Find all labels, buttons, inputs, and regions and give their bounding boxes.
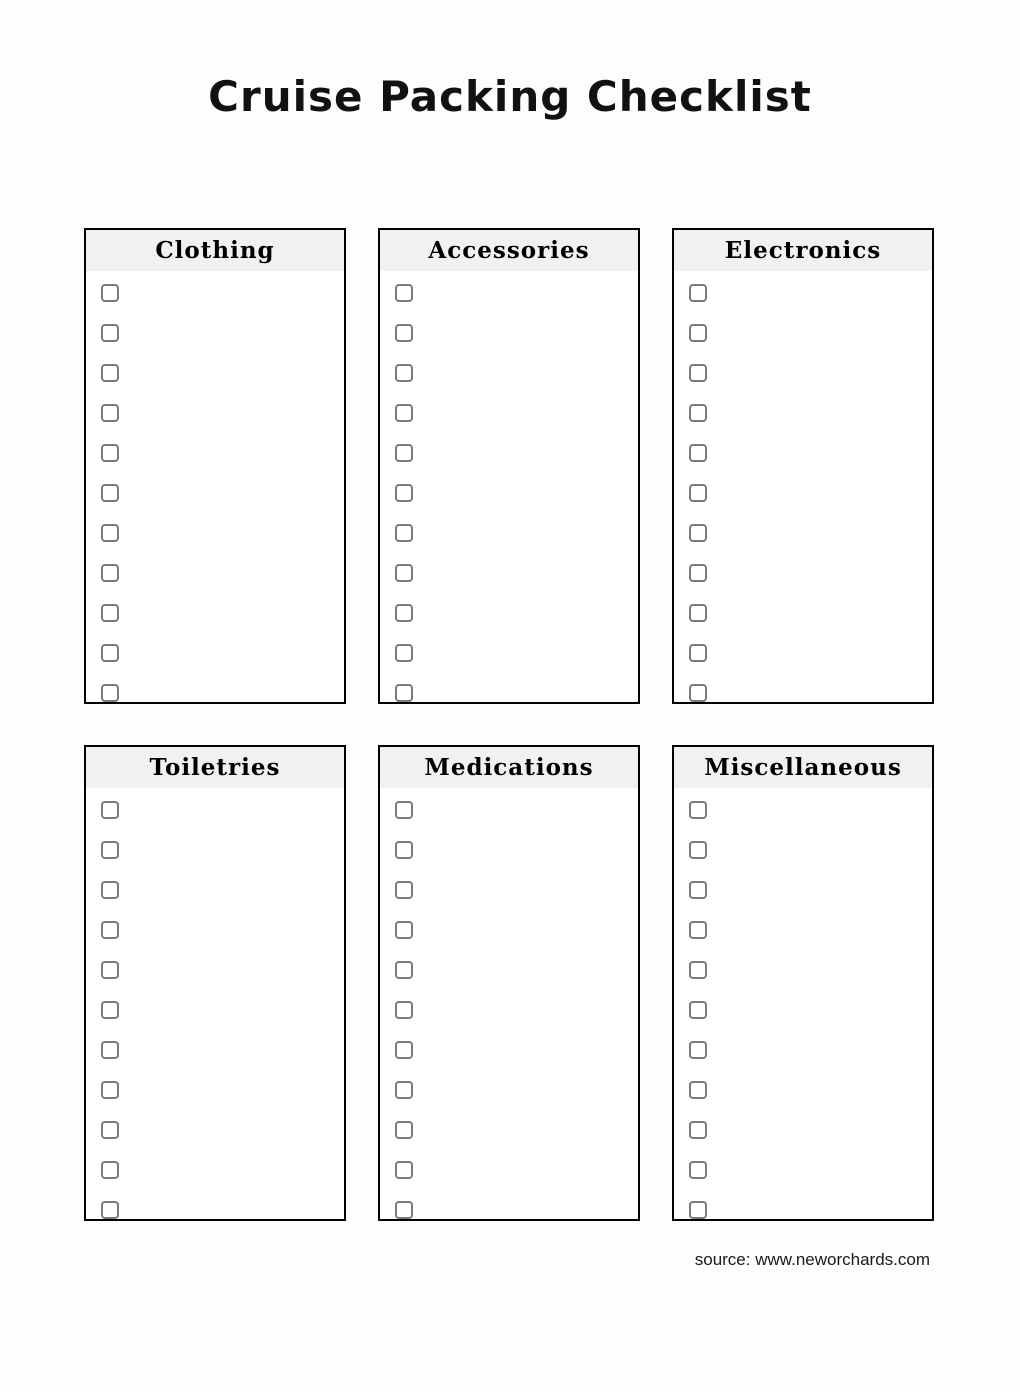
checklist-item-row [101, 524, 344, 542]
checkbox[interactable] [689, 1121, 707, 1139]
checkbox[interactable] [101, 684, 119, 702]
checklist-item-row [689, 1121, 932, 1139]
checkbox[interactable] [101, 961, 119, 979]
checklist-item-row [395, 841, 638, 859]
section-header [674, 230, 932, 271]
checklist-section [84, 228, 346, 704]
section-header [86, 747, 344, 788]
checklist-item-row [689, 1081, 932, 1099]
checklist-item-row [395, 444, 638, 462]
checkbox[interactable] [101, 1081, 119, 1099]
checklist-item-row [689, 284, 932, 302]
checkbox[interactable] [101, 801, 119, 819]
checklist-item-row [395, 961, 638, 979]
checklist-item-row [101, 684, 344, 702]
section-body [674, 788, 932, 1219]
checkbox[interactable] [689, 1041, 707, 1059]
checkbox[interactable] [395, 444, 413, 462]
checklist-item-row [689, 564, 932, 582]
section-body [674, 271, 932, 702]
checkbox[interactable] [689, 801, 707, 819]
section-title: Medications [424, 754, 594, 781]
checkbox[interactable] [395, 604, 413, 622]
section-header [380, 747, 638, 788]
checklist-item-row [689, 961, 932, 979]
checkbox[interactable] [395, 684, 413, 702]
checklist-item-row [101, 444, 344, 462]
checklist-item-row [101, 324, 344, 342]
checklist-item-row [395, 1161, 638, 1179]
section-title: Accessories [428, 237, 590, 264]
checkbox[interactable] [689, 881, 707, 899]
checklist-item-row [395, 644, 638, 662]
checkbox[interactable] [689, 564, 707, 582]
checklist-item-row [395, 324, 638, 342]
checkbox[interactable] [689, 921, 707, 939]
checklist-item-row [395, 1081, 638, 1099]
checklist-item-row [689, 921, 932, 939]
section-title: Toiletries [149, 754, 281, 781]
checklist-item-row [101, 604, 344, 622]
checklist-item-row [395, 284, 638, 302]
checkbox[interactable] [101, 364, 119, 382]
checklist-grid [84, 228, 934, 1221]
checkbox[interactable] [101, 1041, 119, 1059]
checklist-item-row [689, 1001, 932, 1019]
checklist-item-row [689, 801, 932, 819]
checklist-item-row [101, 921, 344, 939]
section-header [380, 230, 638, 271]
section-header [674, 747, 932, 788]
section-body [380, 788, 638, 1219]
checkbox[interactable] [395, 564, 413, 582]
checklist-item-row [689, 324, 932, 342]
checklist-item-row [101, 801, 344, 819]
section-header [86, 230, 344, 271]
checkbox[interactable] [395, 284, 413, 302]
source-credit: source: www.neworchards.com [694, 1250, 930, 1269]
checkbox[interactable] [395, 524, 413, 542]
checkbox[interactable] [689, 484, 707, 502]
section-body [86, 271, 344, 702]
checkbox[interactable] [395, 881, 413, 899]
checkbox[interactable] [395, 484, 413, 502]
checklist-item-row [101, 404, 344, 422]
checkbox[interactable] [689, 324, 707, 342]
section-body [86, 788, 344, 1219]
checklist-item-row [101, 1081, 344, 1099]
checklist-section [84, 745, 346, 1221]
checklist-item-row [101, 564, 344, 582]
checklist-item-row [395, 484, 638, 502]
checklist-section [378, 228, 640, 704]
checkbox[interactable] [689, 284, 707, 302]
checklist-item-row [689, 484, 932, 502]
checklist-item-row [689, 524, 932, 542]
checkbox[interactable] [101, 484, 119, 502]
checklist-item-row [689, 684, 932, 702]
checkbox[interactable] [101, 324, 119, 342]
checklist-item-row [689, 1041, 932, 1059]
checklist-item-row [101, 484, 344, 502]
checkbox[interactable] [689, 841, 707, 859]
checklist-item-row [689, 881, 932, 899]
checklist-item-row [395, 404, 638, 422]
checkbox[interactable] [395, 1081, 413, 1099]
checkbox[interactable] [689, 644, 707, 662]
checklist-item-row [101, 364, 344, 382]
checkbox[interactable] [101, 404, 119, 422]
checklist-item-row [395, 564, 638, 582]
checklist-item-row [101, 1001, 344, 1019]
checklist-item-row [689, 644, 932, 662]
checkbox[interactable] [689, 1081, 707, 1099]
checkbox[interactable] [395, 404, 413, 422]
checkbox[interactable] [395, 801, 413, 819]
checklist-item-row [689, 1201, 932, 1219]
checklist-item-row [395, 604, 638, 622]
checkbox[interactable] [395, 644, 413, 662]
checklist-item-row [689, 841, 932, 859]
checkbox[interactable] [689, 1201, 707, 1219]
checkbox[interactable] [395, 1041, 413, 1059]
checklist-item-row [689, 404, 932, 422]
checkbox[interactable] [101, 921, 119, 939]
checkbox[interactable] [101, 444, 119, 462]
checklist-item-row [101, 644, 344, 662]
checkbox[interactable] [395, 1121, 413, 1139]
checkbox[interactable] [689, 684, 707, 702]
checkbox[interactable] [101, 644, 119, 662]
checkbox[interactable] [101, 524, 119, 542]
checkbox[interactable] [395, 961, 413, 979]
checklist-item-row [689, 444, 932, 462]
checkbox[interactable] [101, 604, 119, 622]
checklist-item-row [689, 1161, 932, 1179]
checklist-item-row [395, 1201, 638, 1219]
checklist-item-row [395, 1041, 638, 1059]
checklist-section [672, 228, 934, 704]
checkbox[interactable] [101, 564, 119, 582]
checklist-item-row [395, 801, 638, 819]
checklist-item-row [101, 841, 344, 859]
checkbox[interactable] [395, 324, 413, 342]
checkbox[interactable] [395, 921, 413, 939]
checkbox[interactable] [101, 1161, 119, 1179]
checkbox[interactable] [395, 1001, 413, 1019]
checklist-item-row [101, 284, 344, 302]
checkbox[interactable] [689, 404, 707, 422]
section-title: Electronics [724, 237, 882, 264]
checklist-item-row [395, 684, 638, 702]
checkbox[interactable] [101, 1201, 119, 1219]
checkbox[interactable] [689, 604, 707, 622]
checkbox[interactable] [395, 1161, 413, 1179]
checkbox[interactable] [689, 524, 707, 542]
checklist-item-row [101, 1201, 344, 1219]
checkbox[interactable] [395, 841, 413, 859]
section-title: Miscellaneous [704, 754, 902, 781]
checklist-item-row [395, 364, 638, 382]
checklist-item-row [395, 524, 638, 542]
checklist-section [672, 745, 934, 1221]
checklist-item-row [395, 1001, 638, 1019]
checkbox[interactable] [101, 284, 119, 302]
checkbox[interactable] [395, 364, 413, 382]
checklist-item-row [395, 881, 638, 899]
checklist-item-row [689, 364, 932, 382]
checkbox[interactable] [395, 1201, 413, 1219]
checkbox[interactable] [101, 881, 119, 899]
checklist-item-row [101, 961, 344, 979]
checklist-item-row [101, 1161, 344, 1179]
page-title: Cruise Packing Checklist [208, 72, 812, 121]
checkbox[interactable] [689, 364, 707, 382]
checkbox[interactable] [689, 1161, 707, 1179]
checkbox[interactable] [101, 1001, 119, 1019]
checklist-section [378, 745, 640, 1221]
checklist-item-row [101, 881, 344, 899]
checkbox[interactable] [689, 444, 707, 462]
checklist-item-row [101, 1041, 344, 1059]
checkbox[interactable] [101, 1121, 119, 1139]
checklist-item-row [395, 1121, 638, 1139]
section-title: Clothing [155, 237, 275, 264]
checklist-item-row [689, 604, 932, 622]
checklist-item-row [101, 1121, 344, 1139]
checkbox[interactable] [689, 961, 707, 979]
checkbox[interactable] [101, 841, 119, 859]
checkbox[interactable] [689, 1001, 707, 1019]
section-body [380, 271, 638, 702]
checklist-item-row [395, 921, 638, 939]
